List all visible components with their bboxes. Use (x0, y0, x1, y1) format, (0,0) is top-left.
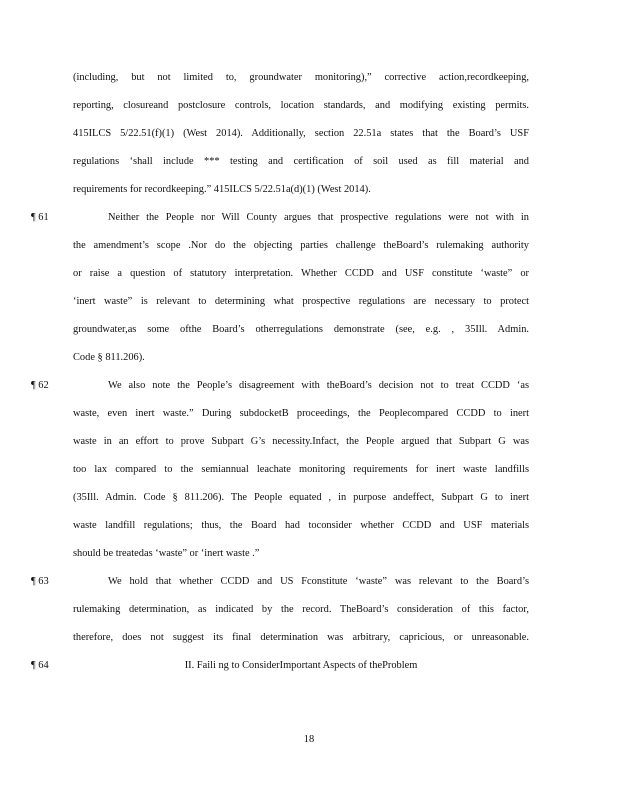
section-heading: II. Faili ng to ConsiderImportant Aspects of theProblem (184, 660, 418, 671)
text-line: therefore, does not suggest its final determination was arbitrary, capricious, or unreasonable. (73, 632, 529, 643)
paragraph-number: ¶ 64 (31, 660, 49, 671)
text-line: waste in an effort to prove Subpart G’s necessity.Infact, the People argued that Subpart G was (73, 436, 529, 447)
paragraph-number: ¶ 61 (31, 212, 49, 223)
text-line: requirements for recordkeeping.” 415ILCS 5/22.51a(d)(1) (West 2014). (73, 184, 371, 195)
text-line: should be treatedas ‘waste” or ‘inert waste .” (73, 548, 260, 559)
text-line: reporting, closureand postclosure controls, location standards, and modifying existing permits. (73, 100, 529, 111)
text-line: We also note the People’s disagreement with theBoard’s decision not to treat CCDD ‘as (108, 380, 529, 391)
text-line: rulemaking determination, as indicated by the record. TheBoard’s consideration of this factor, (73, 604, 529, 615)
paragraph-number: ¶ 63 (31, 576, 49, 587)
text-line: ‘inert waste” is relevant to determining what prospective regulations are necessary to protect (73, 296, 529, 307)
text-line: (including, but not limited to, groundwater monitoring),” corrective action,recordkeeping, (73, 72, 529, 83)
text-line: waste landfill regulations; thus, the Board had toconsider whether CCDD and USF materials (73, 520, 529, 531)
text-line: the amendment’s scope .Nor do the objecting parties challenge theBoard’s rulemaking authority (73, 240, 529, 251)
text-line: too lax compared to the semiannual leachate monitoring requirements for inert waste landfills (73, 464, 529, 475)
page-number: 18 (303, 734, 315, 745)
paragraph-number: ¶ 62 (31, 380, 49, 391)
text-line: groundwater,as some ofthe Board’s otherregulations demonstrate (see, e.g. , 35Ill. Admin. (73, 324, 529, 335)
text-line: Code § 811.206). (73, 352, 145, 363)
text-line: We hold that whether CCDD and US Fconstitute ‘waste” was relevant to the Board’s (108, 576, 529, 587)
text-line: 415ILCS 5/22.51(f)(1) (West 2014). Additionally, section 22.51a states that the Board’s USF (73, 128, 529, 139)
text-line: waste, even inert waste.” During subdocketB proceedings, the Peoplecompared CCDD to inert (73, 408, 529, 419)
text-line: Neither the People nor Will County argues that prospective regulations were not with in (108, 212, 529, 223)
text-line: or raise a question of statutory interpretation. Whether CCDD and USF constitute ‘waste” or (73, 268, 529, 279)
text-line: (35Ill. Admin. Code § 811.206). The People equated , in purpose andeffect, Subpart G to inert (73, 492, 529, 503)
text-line: regulations ‘shall include *** testing and certification of soil used as fill material and (73, 156, 529, 167)
